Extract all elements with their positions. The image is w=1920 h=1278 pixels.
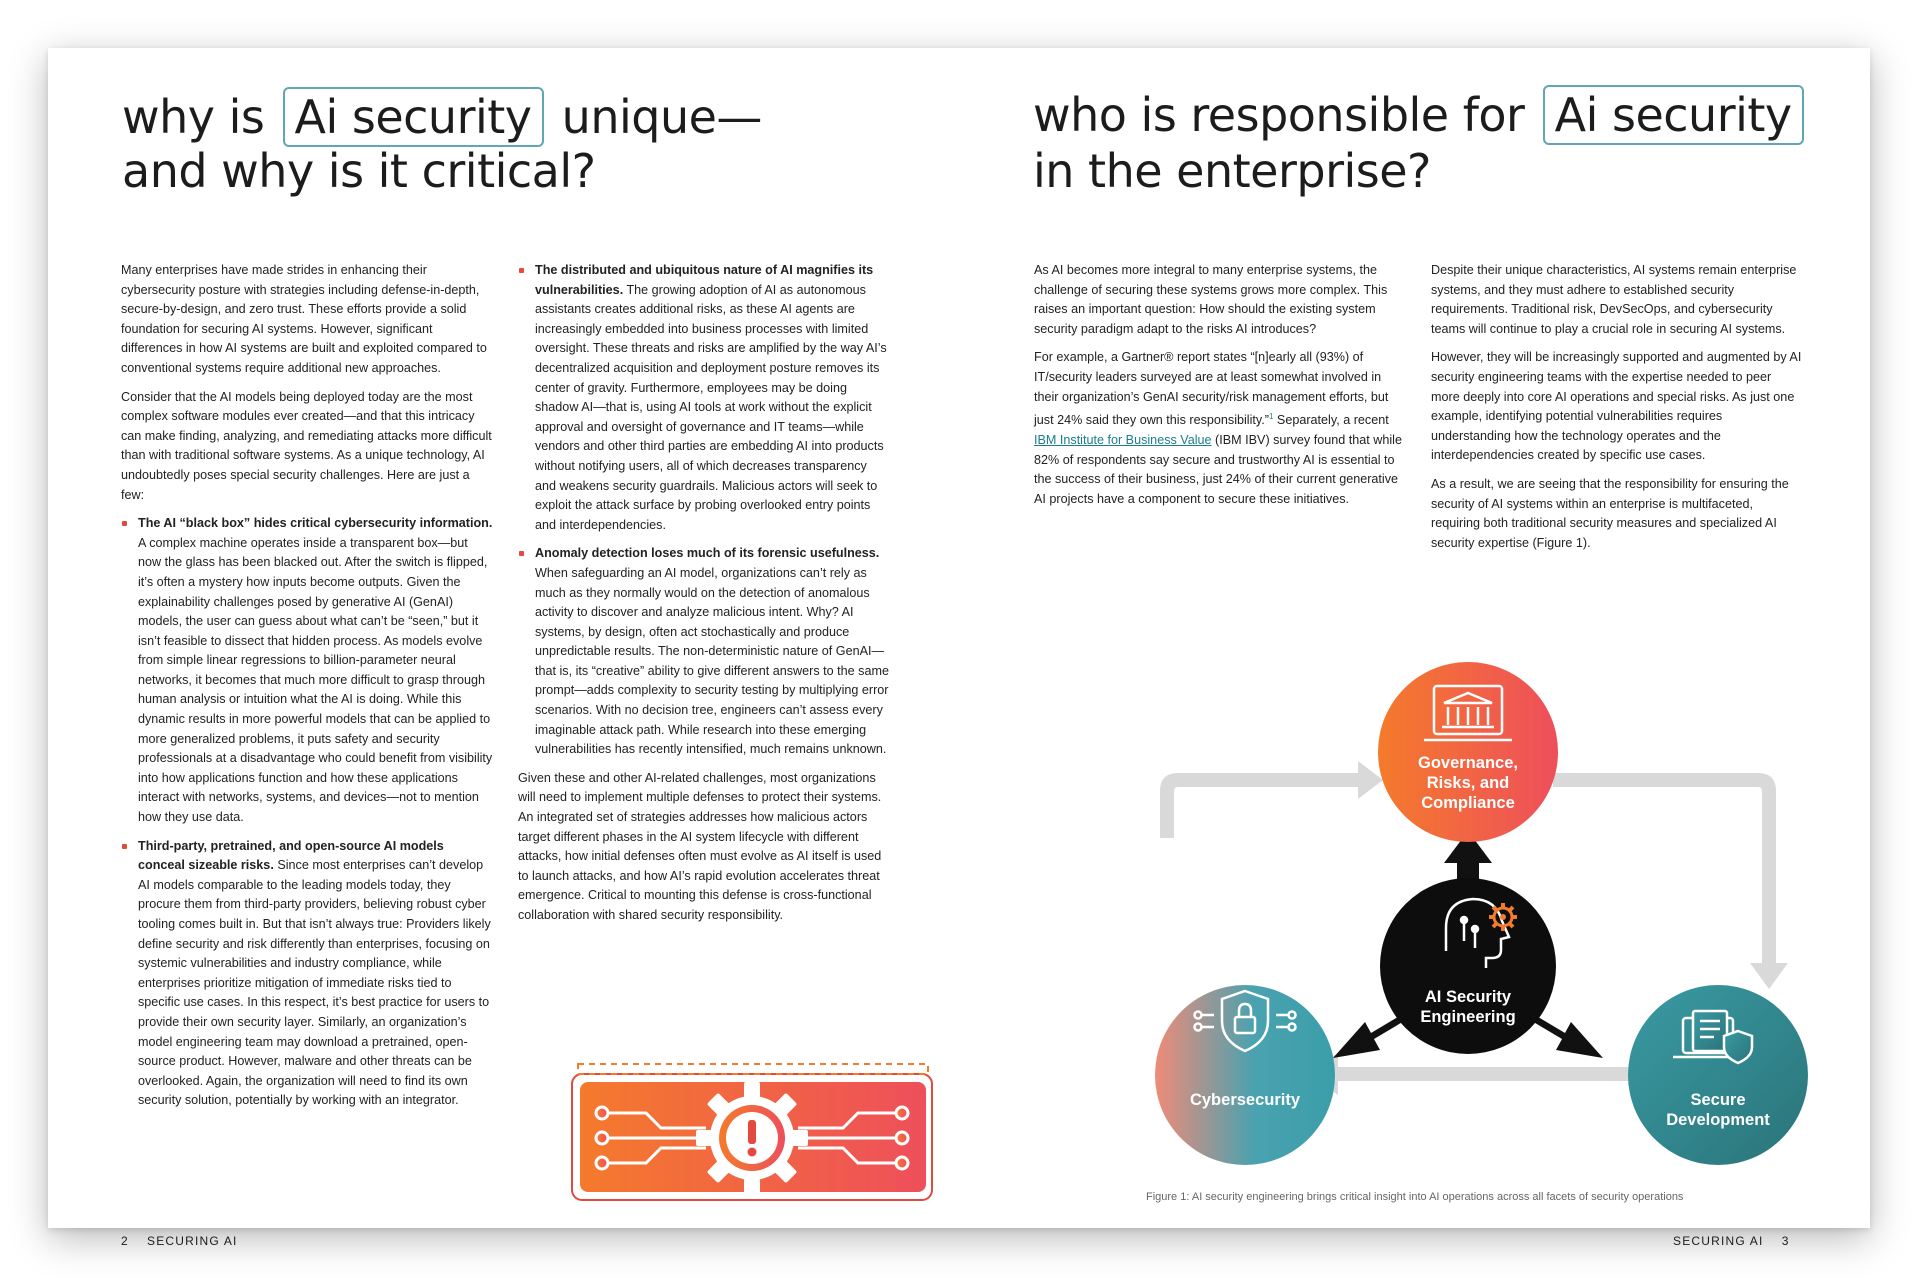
governance-label-1: Governance, bbox=[1418, 754, 1518, 772]
left-headline-line2: and why is it critical? bbox=[122, 144, 596, 198]
bullet-list bbox=[121, 514, 493, 1111]
bullet-text: The growing adoption of AI as autonomous assistants creates additional risks, as these AI agents are increasingly embedded into business processes with limited oversight. These threats and risks are amplified by the way AI’s decentralized acquisition and deployment posture removes its center of gravity. Furthermore, employees may be doing shadow AI—that is, using AI tools at work without the explicit approval and oversight of governance and IT teams—while vendors and other third parties are embedding AI into products without notifying users, all of which decreases transparency and weakens security guardrails. Malicious actors will seek to exploit the attack surface by probing overlooked entry points and interdependencies. bbox=[535, 282, 887, 532]
bullet-title: Anomaly detection loses much of its forensic usefulness. bbox=[535, 546, 880, 561]
secure-development-label-1: Secure bbox=[1690, 1091, 1746, 1109]
running-footer: SECURING AI bbox=[147, 1234, 238, 1248]
paragraph: Given these and other AI-related challenges, most organizations will need to implement multiple defenses to protect their systems. An integrated set of strategies addresses how malicious actors target different phases in the AI system lifecycle with different attacks, how initial defenses often must evolve as AI itself is used to launch attacks, and how AI’s rapid evolution accelerates threat emergence. Critical to mounting this defense is cross-functional collaboration with shared security responsibility. bbox=[518, 770, 882, 922]
exclamation-icon bbox=[748, 1120, 756, 1144]
list-item bbox=[121, 514, 493, 828]
bullet-text: A complex machine operates inside a transparent box—but now the glass has been blacked out. After the switch is flipped, it’s often a mystery how inputs become outputs. Given the explainability challenges posed by generative AI (GenAI) models, the user can guess about what can’t be “seen,” but it isn’t feasible to dissect that hidden process. As models evolve from simple linear regressions to billion-parameter neural networks, it becomes that much more difficult to grasp through human analysis or intuition what the AI is doing. While this dynamic results in more powerful models that can be applied to more generalized problems, it puts safety and security professionals at a disadvantage who could benefit from visibility into how applications function and how these applications interact with networks, systems, and devices—not to mention how they use data. bbox=[138, 535, 493, 825]
secure-development-label-2: Development bbox=[1666, 1111, 1770, 1129]
art-dashed-edge bbox=[578, 1064, 928, 1074]
right-column-1 bbox=[1034, 261, 1406, 518]
figure-caption: Figure 1: AI security engineering brings critical insight into AI operations across all facets of security operations bbox=[1146, 1191, 1684, 1203]
center-label-1: AI Security bbox=[1424, 988, 1512, 1006]
ibm-ibv-link[interactable]: IBM Institute for Business Value bbox=[1034, 432, 1212, 447]
paragraph: Despite their unique characteristics, AI systems remain enterprise systems, and they must adhere to established security requirements. Traditional risk, DevSecOps, and cybersecurity teams will continue to play a crucial role in securing AI systems. bbox=[1431, 263, 1797, 336]
left-column-1 bbox=[121, 261, 493, 1120]
ai-security-engineering-circle bbox=[1380, 878, 1556, 1054]
bullet-title: Third-party, pretrained, and open-source AI models conceal sizeable risks. bbox=[138, 838, 444, 873]
paragraph: Consider that the AI models being deployed today are the most complex software modules ever created—and that this intricacy can make finding, analyzing, and remediating attacks more difficult than with traditional software systems. As a unique technology, AI undoubtedly poses special security challenges. Here are just a few: bbox=[121, 389, 492, 502]
responsibility-diagram bbox=[1118, 623, 1818, 1183]
bullet-title: The distributed and ubiquitous nature of AI magnifies its vulnerabilities. bbox=[535, 263, 874, 297]
right-folio bbox=[1673, 1234, 1790, 1248]
footnote-ref[interactable]: 1 bbox=[1268, 412, 1274, 422]
cybersecurity-circle bbox=[1155, 985, 1335, 1165]
paragraph: As AI becomes more integral to many enterprise systems, the challenge of securing these systems grows more complex. This raises an important question: How should the existing system security paradigm adapt to the risks AI introduces? bbox=[1034, 263, 1388, 336]
paragraph bbox=[1034, 348, 1406, 509]
list-item bbox=[518, 544, 890, 760]
left-headline-boxed: Ai security bbox=[283, 87, 544, 147]
paragraph-text: For example, a Gartner® report states “[n]early all (93%) of IT/security leaders surveyed are at least somewhat involved in their organization’s GenAI security/risk management efforts, but just 24% said they own this responsibility.” bbox=[1034, 350, 1389, 428]
secure-development-circle bbox=[1628, 985, 1808, 1165]
left-headline-post: unique— bbox=[561, 90, 762, 144]
governance-circle bbox=[1378, 662, 1558, 842]
right-headline-pre: who is responsible for bbox=[1033, 88, 1525, 142]
page-number: 3 bbox=[1781, 1234, 1790, 1248]
list-item bbox=[518, 261, 890, 535]
paragraph: Many enterprises have made strides in enhancing their cybersecurity posture with strategies including defense-in-depth, secure-by-design, and zero trust. These efforts provide a solid foundation for securing AI systems. However, significant differences in how AI systems are built and exploited compared to conventional systems require additional new approaches. bbox=[121, 263, 487, 375]
paragraph: As a result, we are seeing that the responsibility for ensuring the security of AI systems within an enterprise is multifaceted, requiring both traditional security measures and specialized AI security expertise (Figure 1). bbox=[1431, 476, 1789, 550]
right-column-2 bbox=[1431, 261, 1803, 562]
cybersecurity-label: Cybersecurity bbox=[1189, 1091, 1301, 1109]
bullet-list bbox=[518, 261, 890, 760]
paragraph-text: Separately, a recent bbox=[1273, 413, 1389, 428]
left-column-2 bbox=[518, 261, 890, 935]
governance-label-2: Risks, and bbox=[1426, 774, 1510, 792]
gear-alert-artwork bbox=[566, 1058, 938, 1208]
center-label-2: Engineering bbox=[1420, 1008, 1516, 1026]
arrow-right-to-left bbox=[1308, 1053, 1638, 1095]
arrow-top-to-right bbox=[1553, 773, 1788, 989]
list-item bbox=[121, 837, 493, 1111]
governance-label-3: Compliance bbox=[1421, 794, 1515, 812]
paragraph: However, they will be increasingly supported and augmented by AI security engineering teams with the expertise needed to peer more deeply into core AI operations and special risks. As just one example, identifying potential vulnerabilities requires understanding how the technology operates and the interdependencies created by specific use cases. bbox=[1431, 350, 1802, 463]
arrow-left-to-top bbox=[1160, 761, 1383, 838]
bullet-title: The AI “black box” hides critical cybersecurity information. bbox=[138, 516, 493, 531]
running-footer: SECURING AI bbox=[1673, 1234, 1764, 1248]
paragraph-text: (IBM IBV) survey found that while 82% of respondents say secure and trustworthy AI is essential to the success of their business, just 24% of their current generative AI projects have a component to secure these initiatives. bbox=[1034, 432, 1402, 506]
bullet-text: When safeguarding an AI model, organizations can’t rely as much as they normally would on the detection of anomalous activity to discover and analyze malicious intent. Why? AI systems, by design, often act stochastically and produce unpredictable results. The non-deterministic nature of GenAI—that is, its “creative” ability to give different answers to the same prompt—adds complexity to security testing by multiplying error scenarios. With no decision tree, engineers can’t assess every imaginable attack path. While research into these emerging vulnerabilities has recently intensified, much remains unknown. bbox=[535, 565, 889, 757]
bullet-text: Since most enterprises can’t develop AI models comparable to the leading models today, they procure them from third-party providers, believing robust cyber tooling comes built in. But that isn’t always true: Providers likely define security and risk differently than enterprises, focusing on systemic vulnerabilities and industry compliance, while enterprises prioritize mitigation of immediate risks tied to specific use cases. In this respect, it’s best practice for users to provide their own security layer. Similarly, an organization’s model engineering team may download a pretrained, open-source product. However, malware and other threats can be overlooked. Again, the organization will need to find its own security solution, potentially by working with an integrator. bbox=[138, 858, 491, 1108]
left-headline-pre: why is bbox=[122, 90, 265, 144]
right-headline-boxed: Ai security bbox=[1543, 85, 1804, 145]
right-headline-line2: in the enterprise? bbox=[1033, 144, 1431, 198]
page-number: 2 bbox=[121, 1234, 129, 1248]
document-spread bbox=[48, 48, 1870, 1248]
small-gear-icon bbox=[1489, 903, 1517, 931]
gear-icon bbox=[696, 1082, 808, 1194]
left-folio bbox=[121, 1234, 238, 1248]
